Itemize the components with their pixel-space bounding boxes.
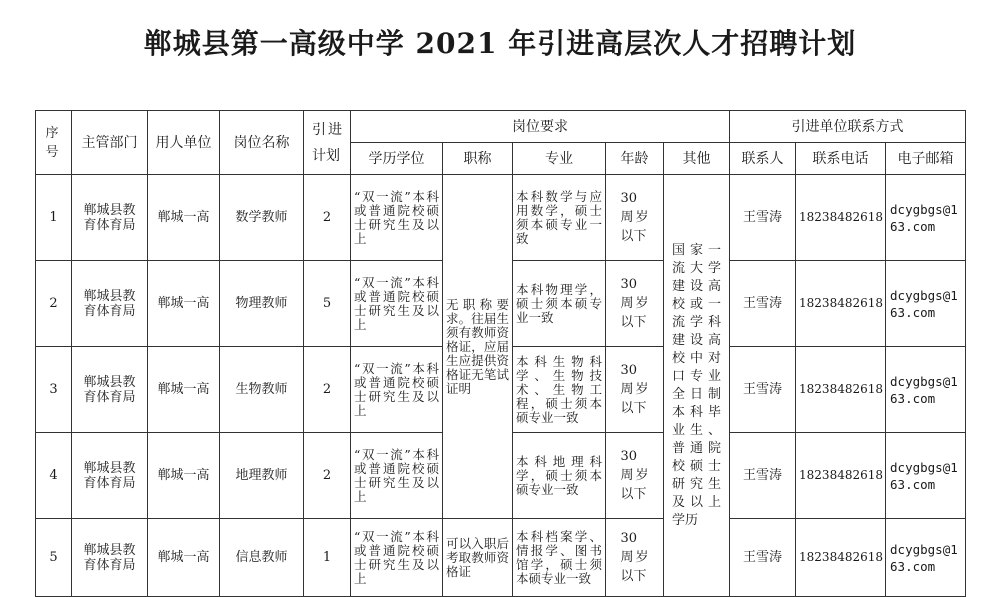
page-title: 郸城县第一高级中学 2021 年引进高层次人才招聘计划 bbox=[143, 27, 857, 60]
age-cell: 30周岁以下 bbox=[606, 261, 664, 347]
header-edu: 学历学位 bbox=[351, 143, 443, 175]
header-requirements: 岗位要求 bbox=[351, 111, 730, 143]
title-req-cell: 无职称要求。往届生须有教师资格证，应届生应提供资格证无笔试证明 bbox=[443, 175, 513, 519]
header-plan: 引进计划 bbox=[304, 111, 351, 175]
plan-cell: 2 bbox=[304, 175, 351, 261]
header-dept: 主管部门 bbox=[72, 111, 148, 175]
header-seq: 序号 bbox=[36, 111, 72, 175]
post-cell: 物理教师 bbox=[220, 261, 304, 347]
header-row-1 bbox=[36, 111, 966, 143]
person-cell: 王雪涛 bbox=[730, 261, 796, 347]
header-other: 其他 bbox=[664, 143, 730, 175]
dept-cell: 郸城县教育体育局 bbox=[72, 433, 148, 519]
seq-cell: 1 bbox=[36, 175, 72, 261]
header-phone: 联系电话 bbox=[796, 143, 886, 175]
other-cell: 国家一流大学建设高校或一流学科建设高校中对口专业全日制本科毕业生、普通院校硕士研究生及以上学历 bbox=[664, 175, 730, 597]
email-cell: dcygbgs@163.com bbox=[886, 175, 966, 261]
unit-cell: 郸城一高 bbox=[148, 175, 220, 261]
edu-cell: “双一流”本科或普通院校硕士研究生及以上 bbox=[351, 261, 443, 347]
edu-cell: “双一流”本科或普通院校硕士研究生及以上 bbox=[351, 347, 443, 433]
major-cell: 本科物理学，硕士须本硕专业一致 bbox=[513, 261, 606, 347]
seq-cell: 4 bbox=[36, 433, 72, 519]
age-cell: 30周岁以下 bbox=[606, 347, 664, 433]
header-title-req: 职称 bbox=[443, 143, 513, 175]
phone-cell: 18238482618 bbox=[796, 347, 886, 433]
header-unit: 用人单位 bbox=[148, 111, 220, 175]
person-cell: 王雪涛 bbox=[730, 519, 796, 597]
age-cell: 30周岁以下 bbox=[606, 175, 664, 261]
email-cell: dcygbgs@163.com bbox=[886, 519, 966, 597]
age-cell: 30周岁以下 bbox=[606, 433, 664, 519]
unit-cell: 郸城一高 bbox=[148, 261, 220, 347]
email-cell: dcygbgs@163.com bbox=[886, 433, 966, 519]
plan-cell: 2 bbox=[304, 433, 351, 519]
title-req-cell: 可以入职后考取教师资格证 bbox=[443, 519, 513, 597]
plan-cell: 5 bbox=[304, 261, 351, 347]
major-cell: 本科生物科学、生物技术、生物工程，硕士须本硕专业一致 bbox=[513, 347, 606, 433]
header-age: 年龄 bbox=[606, 143, 664, 175]
unit-cell: 郸城一高 bbox=[148, 347, 220, 433]
person-cell: 王雪涛 bbox=[730, 433, 796, 519]
header-contact: 引进单位联系方式 bbox=[730, 111, 966, 143]
seq-cell: 2 bbox=[36, 261, 72, 347]
age-cell: 30周岁以下 bbox=[606, 519, 664, 597]
plan-cell: 1 bbox=[304, 519, 351, 597]
dept-cell: 郸城县教育体育局 bbox=[72, 175, 148, 261]
header-post: 岗位名称 bbox=[220, 111, 304, 175]
post-cell: 信息教师 bbox=[220, 519, 304, 597]
edu-cell: “双一流”本科或普通院校硕士研究生及以上 bbox=[351, 433, 443, 519]
email-cell: dcygbgs@163.com bbox=[886, 261, 966, 347]
header-email: 电子邮箱 bbox=[886, 143, 966, 175]
recruitment-table bbox=[35, 110, 966, 597]
phone-cell: 18238482618 bbox=[796, 175, 886, 261]
email-cell: dcygbgs@163.com bbox=[886, 347, 966, 433]
table-row bbox=[36, 519, 966, 597]
dept-cell: 郸城县教育体育局 bbox=[72, 261, 148, 347]
edu-cell: “双一流”本科或普通院校硕士研究生及以上 bbox=[351, 519, 443, 597]
seq-cell: 5 bbox=[36, 519, 72, 597]
dept-cell: 郸城县教育体育局 bbox=[72, 519, 148, 597]
major-cell: 本科地理科学，硕士须本硕专业一致 bbox=[513, 433, 606, 519]
header-person: 联系人 bbox=[730, 143, 796, 175]
table-row bbox=[36, 175, 966, 261]
person-cell: 王雪涛 bbox=[730, 347, 796, 433]
seq-cell: 3 bbox=[36, 347, 72, 433]
header-major: 专业 bbox=[513, 143, 606, 175]
dept-cell: 郸城县教育体育局 bbox=[72, 347, 148, 433]
plan-cell: 2 bbox=[304, 347, 351, 433]
post-cell: 地理教师 bbox=[220, 433, 304, 519]
major-cell: 本科数学与应用数学，硕士须本硕专业一致 bbox=[513, 175, 606, 261]
phone-cell: 18238482618 bbox=[796, 519, 886, 597]
edu-cell: “双一流”本科或普通院校硕士研究生及以上 bbox=[351, 175, 443, 261]
post-cell: 生物教师 bbox=[220, 347, 304, 433]
phone-cell: 18238482618 bbox=[796, 261, 886, 347]
person-cell: 王雪涛 bbox=[730, 175, 796, 261]
post-cell: 数学教师 bbox=[220, 175, 304, 261]
unit-cell: 郸城一高 bbox=[148, 433, 220, 519]
unit-cell: 郸城一高 bbox=[148, 519, 220, 597]
phone-cell: 18238482618 bbox=[796, 433, 886, 519]
major-cell: 本科档案学、情报学、图书馆学，硕士须本硕专业一致 bbox=[513, 519, 606, 597]
